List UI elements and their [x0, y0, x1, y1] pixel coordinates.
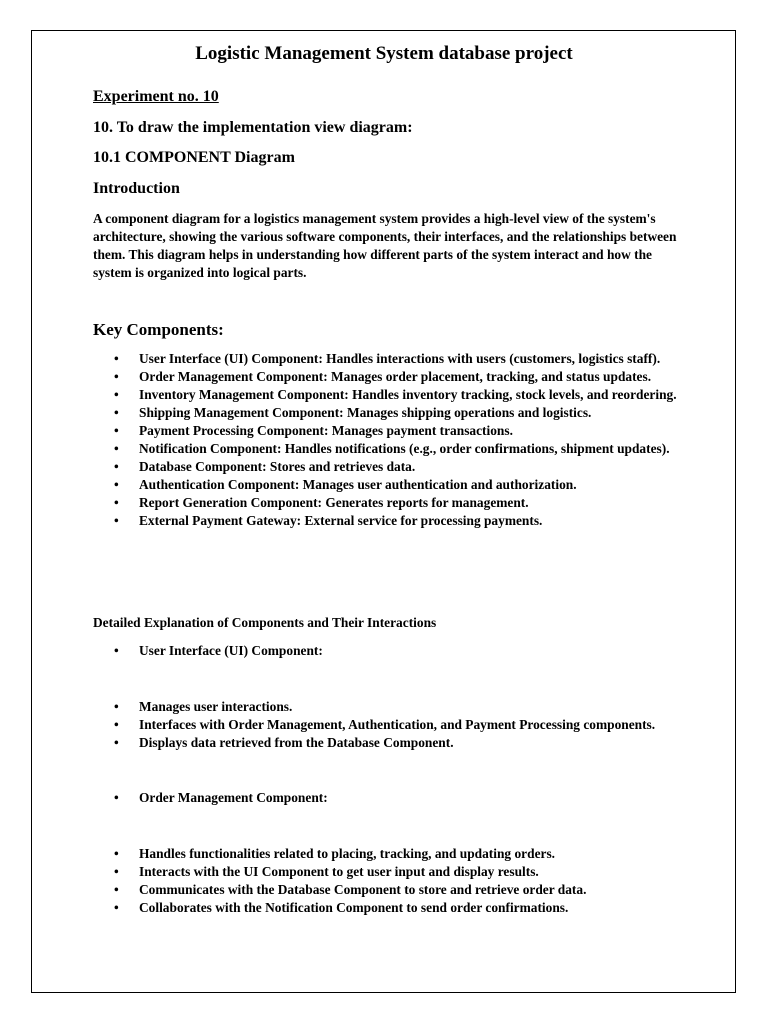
list-item [93, 899, 683, 917]
bullet-icon: • [114, 513, 119, 528]
list-item [93, 789, 683, 807]
detailed-explanation-heading: Detailed Explanation of Components and Their Interactions [93, 615, 437, 630]
bullet-icon: • [114, 900, 119, 915]
list-item-text: Report Generation Component: Generates reports for management. [139, 495, 529, 510]
subsection-heading-text: 10.1 COMPONENT Diagram [93, 149, 295, 166]
list-item-text: Collaborates with the Notification Component to send order confirmations. [139, 900, 569, 915]
list-item [93, 458, 683, 476]
list-item-text: Interfaces with Order Management, Authentication, and Payment Processing components. [139, 717, 656, 732]
bullet-icon: • [114, 882, 119, 897]
list-item-text: Order Management Component: Manages order placement, tracking, and status updates. [139, 369, 652, 384]
bullet-icon: • [114, 864, 119, 879]
list-item [93, 440, 683, 458]
key-components-heading: Key Components: [93, 320, 224, 339]
list-item-text: Payment Processing Component: Manages payment transactions. [139, 423, 513, 438]
list-item [93, 512, 683, 530]
list-item [93, 734, 683, 752]
ui-component-points [93, 698, 683, 752]
bullet-icon: • [114, 351, 119, 366]
ui-component-heading-list [93, 642, 683, 660]
order-component-points [93, 845, 683, 917]
bullet-icon: • [114, 717, 119, 732]
list-item-text: Communicates with the Database Component to store and retrieve order data. [139, 882, 587, 897]
introduction-heading: Introduction [93, 180, 180, 197]
ui-component-title: User Interface (UI) Component: [139, 643, 323, 658]
list-item [93, 350, 683, 368]
document-title: Logistic Management System database project [195, 43, 573, 64]
list-item [93, 881, 683, 899]
bullet-icon: • [114, 405, 119, 420]
list-item [93, 642, 683, 660]
bullet-icon: • [114, 459, 119, 474]
bullet-icon: • [114, 387, 119, 402]
list-item [93, 422, 683, 440]
bullet-icon: • [114, 846, 119, 861]
list-item [93, 386, 683, 404]
bullet-icon: • [114, 423, 119, 438]
list-item [93, 494, 683, 512]
bullet-icon: • [114, 735, 119, 750]
key-components-list [93, 350, 683, 530]
bullet-icon: • [114, 369, 119, 384]
bullet-icon: • [114, 643, 119, 658]
list-item-text: Displays data retrieved from the Database Component. [139, 735, 454, 750]
list-item-text: Database Component: Stores and retrieves data. [139, 459, 416, 474]
list-item-text: Notification Component: Handles notifications (e.g., order confirmations, shipment updates). [139, 441, 670, 456]
bullet-icon: • [114, 790, 119, 805]
introduction-paragraph: A component diagram for a logistics management system provides a high-level view of the system's architecture, showing the various software components, their interfaces, and the relationships between them. This diagram helps in understanding how different parts of the system interact and how the system is organized into logical parts. [93, 211, 677, 280]
order-component-heading-list [93, 789, 683, 807]
list-item [93, 716, 683, 734]
list-item [93, 863, 683, 881]
list-item [93, 368, 683, 386]
list-item [93, 404, 683, 422]
list-item-text: Manages user interactions. [139, 699, 293, 714]
list-item [93, 698, 683, 716]
list-item-text: Inventory Management Component: Handles inventory tracking, stock levels, and reordering. [139, 387, 677, 402]
bullet-icon: • [114, 477, 119, 492]
experiment-label: Experiment no. 10 [93, 88, 219, 105]
subsection-heading [93, 149, 295, 167]
section-heading: 10. To draw the implementation view diagram: [93, 119, 413, 136]
bullet-icon: • [114, 441, 119, 456]
order-component-title: Order Management Component: [139, 790, 328, 805]
bullet-icon: • [114, 495, 119, 510]
list-item [93, 476, 683, 494]
bullet-icon: • [114, 699, 119, 714]
list-item-text: Authentication Component: Manages user authentication and authorization. [139, 477, 577, 492]
list-item-text: Interacts with the UI Component to get user input and display results. [139, 864, 539, 879]
list-item [93, 845, 683, 863]
list-item-text: Shipping Management Component: Manages shipping operations and logistics. [139, 405, 592, 420]
list-item-text: External Payment Gateway: External service for processing payments. [139, 513, 543, 528]
list-item-text: User Interface (UI) Component: Handles interactions with users (customers, logistics staff). [139, 351, 661, 366]
list-item-text: Handles functionalities related to placing, tracking, and updating orders. [139, 846, 556, 861]
